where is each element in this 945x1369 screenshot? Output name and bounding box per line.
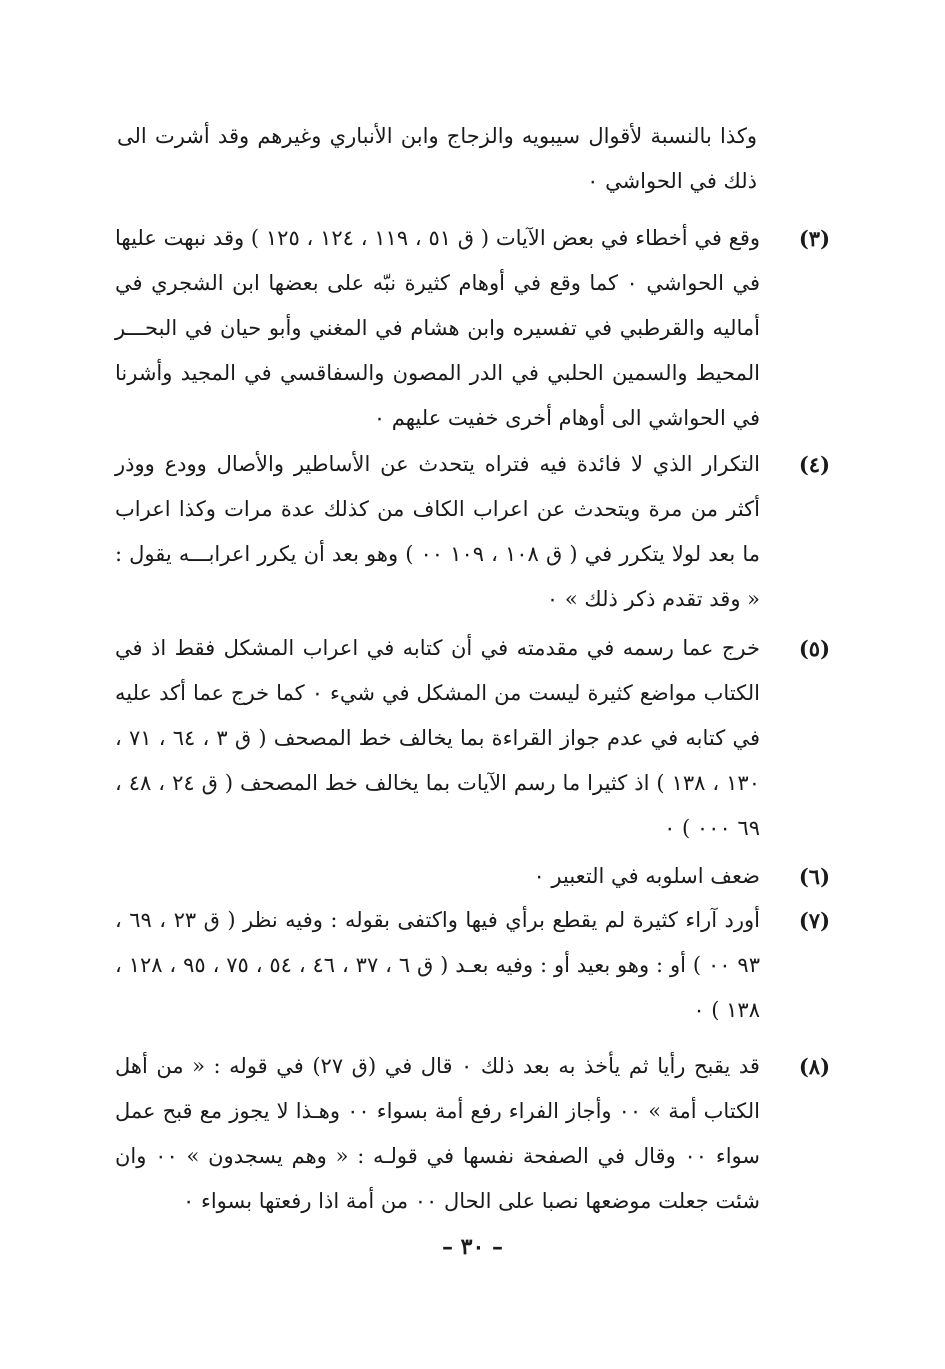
item-number: (٥): [798, 636, 830, 661]
item-text: ضعف اسلوبه في التعبير ٠: [533, 864, 760, 888]
intro-paragraph: وكذا بالنسبة لأقوال سيبويه والزجاج وابن الأنباري وغيرهم وقد أشرت الى ذلك في الحواشي ٠: [117, 124, 757, 193]
list-item-6: [115, 854, 830, 899]
item-text: قد يقبح رأيا ثم يأخذ به بعد ذلك ٠ قال في (ق ٢٧) في قوله : « من أهل الكتاب أمة » ٠٠ وأجاز الفراء رفع أمة بسواء ٠٠ وهـذا لا يجوز مع قبح عمل سواء ٠٠ وقال في الصفحة نفسها في قولـه : « وهم يسجدون » ٠٠ وان شئت جعلت موضعها نصبا على الحال ٠٠ من أمة اذا رفعتها بسواء ٠: [115, 1054, 760, 1213]
list-item-3: [115, 216, 830, 441]
item-number: (٣): [798, 226, 830, 251]
item-text: التكرار الذي لا فائدة فيه فتراه يتحدث عن الأساطير والأصال وودع ووذر أكثر من مرة ويتحدث عن اعراب الكاف من كذلك عدة مرات وكذا اعراب ما بعد لولا يتكرر في ( ق ١٠٨ ، ١٠٩ ٠٠ ) وهو بعد أن يكرر اعرابـــه يقول : « وقد تقدم ذكر ذلك » ٠: [115, 452, 760, 611]
list-item-8: [115, 1044, 830, 1224]
item-text: خرج عما رسمه في مقدمته في أن كتابه في اعراب المشكل فقط اذ في الكتاب مواضع كثيرة ليست من المشكل في شيء ٠ كما خرج عما أكد عليه في كتابه في عدم جواز القراءة بما يخالف خط المصحف ( ق ٣ ، ٦٤ ، ٧١ ، ١٣٠ ، ١٣٨ ) اذ كثيرا ما رسم الآيات بما يخالف خط المصحف ( ق ٢٤ ، ٤٨ ، ٦٩ ٠٠٠ ) ٠: [115, 636, 760, 840]
item-text: وقع في أخطاء في بعض الآيات ( ق ٥١ ، ١١٩ ، ١٢٤ ، ١٢٥ ) وقد نبهت عليها في الحواشي ٠ كما وقع في أوهام كثيرة نبّه على بعضها ابن الشجري في أماليه والقرطبي في تفسيره وابن هشام في المغني وأبو حيان في البحـــر المحيط والسمين الحلبي في الدر المصون والسفاقسي في المجيد وأشرنا في الحواشي الى أوهام أخرى خفيت عليهم ٠: [115, 226, 760, 430]
page-number: – ٣٠ –: [442, 1234, 503, 1260]
item-text: أورد آراء كثيرة لم يقطع برأي فيها واكتفى بقوله : وفيه نظر ( ق ٢٣ ، ٦٩ ، ٩٣ ٠٠ ) أو : وهو بعيد أو : وفيه بعـد ( ق ٦ ، ٣٧ ، ٤٦ ، ٥٤ ، ٧٥ ، ٩٥ ، ١٢٨ ، ١٣٨ ) ٠: [115, 908, 760, 1022]
item-number: (٧): [798, 908, 830, 933]
list-item-7: [115, 898, 830, 1033]
item-number: (٦): [798, 864, 830, 889]
list-item-5: [115, 626, 830, 851]
item-number: (٨): [798, 1054, 830, 1079]
item-number: (٤): [798, 452, 830, 477]
list-item-4: [115, 442, 830, 622]
